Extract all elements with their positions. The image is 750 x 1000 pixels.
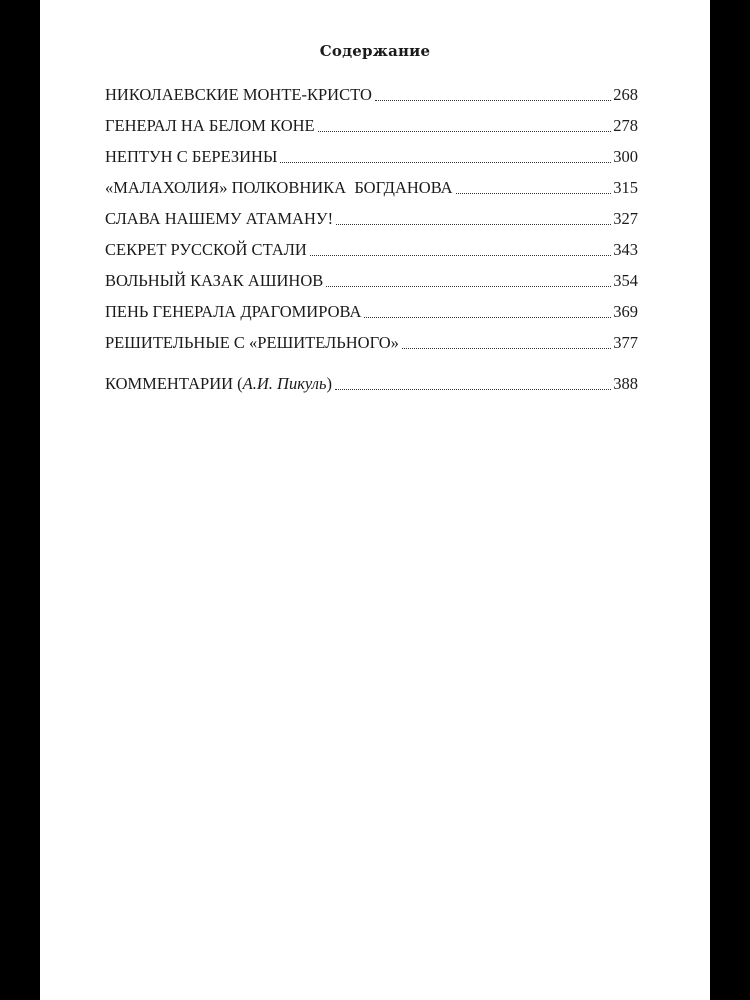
toc-entry-page: 388 <box>613 374 638 393</box>
toc-heading: Содержание <box>319 42 431 60</box>
toc-entry-title: ПЕНЬ ГЕНЕРАЛА ДРАГОМИРОВА <box>105 302 362 321</box>
toc-entry[interactable] <box>105 105 638 136</box>
toc-entry-title: ВОЛЬНЫЙ КАЗАК АШИНОВ <box>105 271 324 290</box>
toc-entry-page: 315 <box>613 178 638 197</box>
toc-entry[interactable] <box>105 260 638 291</box>
toc-entry-title: НЕПТУН С БЕРЕЗИНЫ <box>105 147 278 166</box>
dot-leader <box>375 100 611 101</box>
toc-entry-page: 300 <box>613 147 638 166</box>
toc-entry-title: СЛАВА НАШЕМУ АТАМАНУ! <box>105 209 334 228</box>
toc-entry-title: СЕКРЕТ РУССКОЙ СТАЛИ <box>105 240 307 259</box>
dot-leader <box>336 224 611 225</box>
dot-leader <box>310 255 611 256</box>
toc-entry-page: 354 <box>613 271 638 290</box>
dot-leader <box>456 193 612 194</box>
toc-entry-page: 377 <box>613 333 638 352</box>
toc-entry[interactable] <box>105 322 638 353</box>
dot-leader <box>326 286 611 287</box>
dot-leader <box>364 317 611 318</box>
toc-entry-title: РЕШИТЕЛЬНЫЕ С «РЕШИТЕЛЬНОГО» <box>105 333 399 352</box>
dot-leader <box>318 131 612 132</box>
toc-entry-commentary[interactable] <box>105 363 638 394</box>
toc-entry-title: ГЕНЕРАЛ НА БЕЛОМ КОНЕ <box>105 116 315 135</box>
table-of-contents <box>105 74 638 394</box>
toc-entry-page: 278 <box>613 116 638 135</box>
toc-entry[interactable] <box>105 136 638 167</box>
toc-entry-page: 327 <box>613 209 638 228</box>
toc-entry[interactable] <box>105 74 638 105</box>
commentary-close: ) <box>326 374 332 393</box>
toc-entry-page: 268 <box>613 85 638 104</box>
toc-entry-page: 369 <box>613 302 638 321</box>
toc-entry[interactable] <box>105 291 638 322</box>
toc-entry-page: 343 <box>613 240 638 259</box>
toc-entry[interactable] <box>105 229 638 260</box>
toc-entry-title: НИКОЛАЕВСКИЕ МОНТЕ-КРИСТО <box>105 85 372 104</box>
dot-leader <box>335 389 611 390</box>
toc-entry[interactable] <box>105 167 638 198</box>
toc-entry[interactable] <box>105 198 638 229</box>
commentary-author: А.И. Пикуль <box>242 374 327 393</box>
dot-leader <box>402 348 611 349</box>
dot-leader <box>280 162 611 163</box>
toc-entry-title: «МАЛАХОЛИЯ» ПОЛКОВНИКА БОГДАНОВА <box>105 178 453 197</box>
book-page <box>40 0 710 1000</box>
toc-entry-title <box>105 374 334 394</box>
commentary-title: КОММЕНТАРИИ ( <box>105 374 243 393</box>
